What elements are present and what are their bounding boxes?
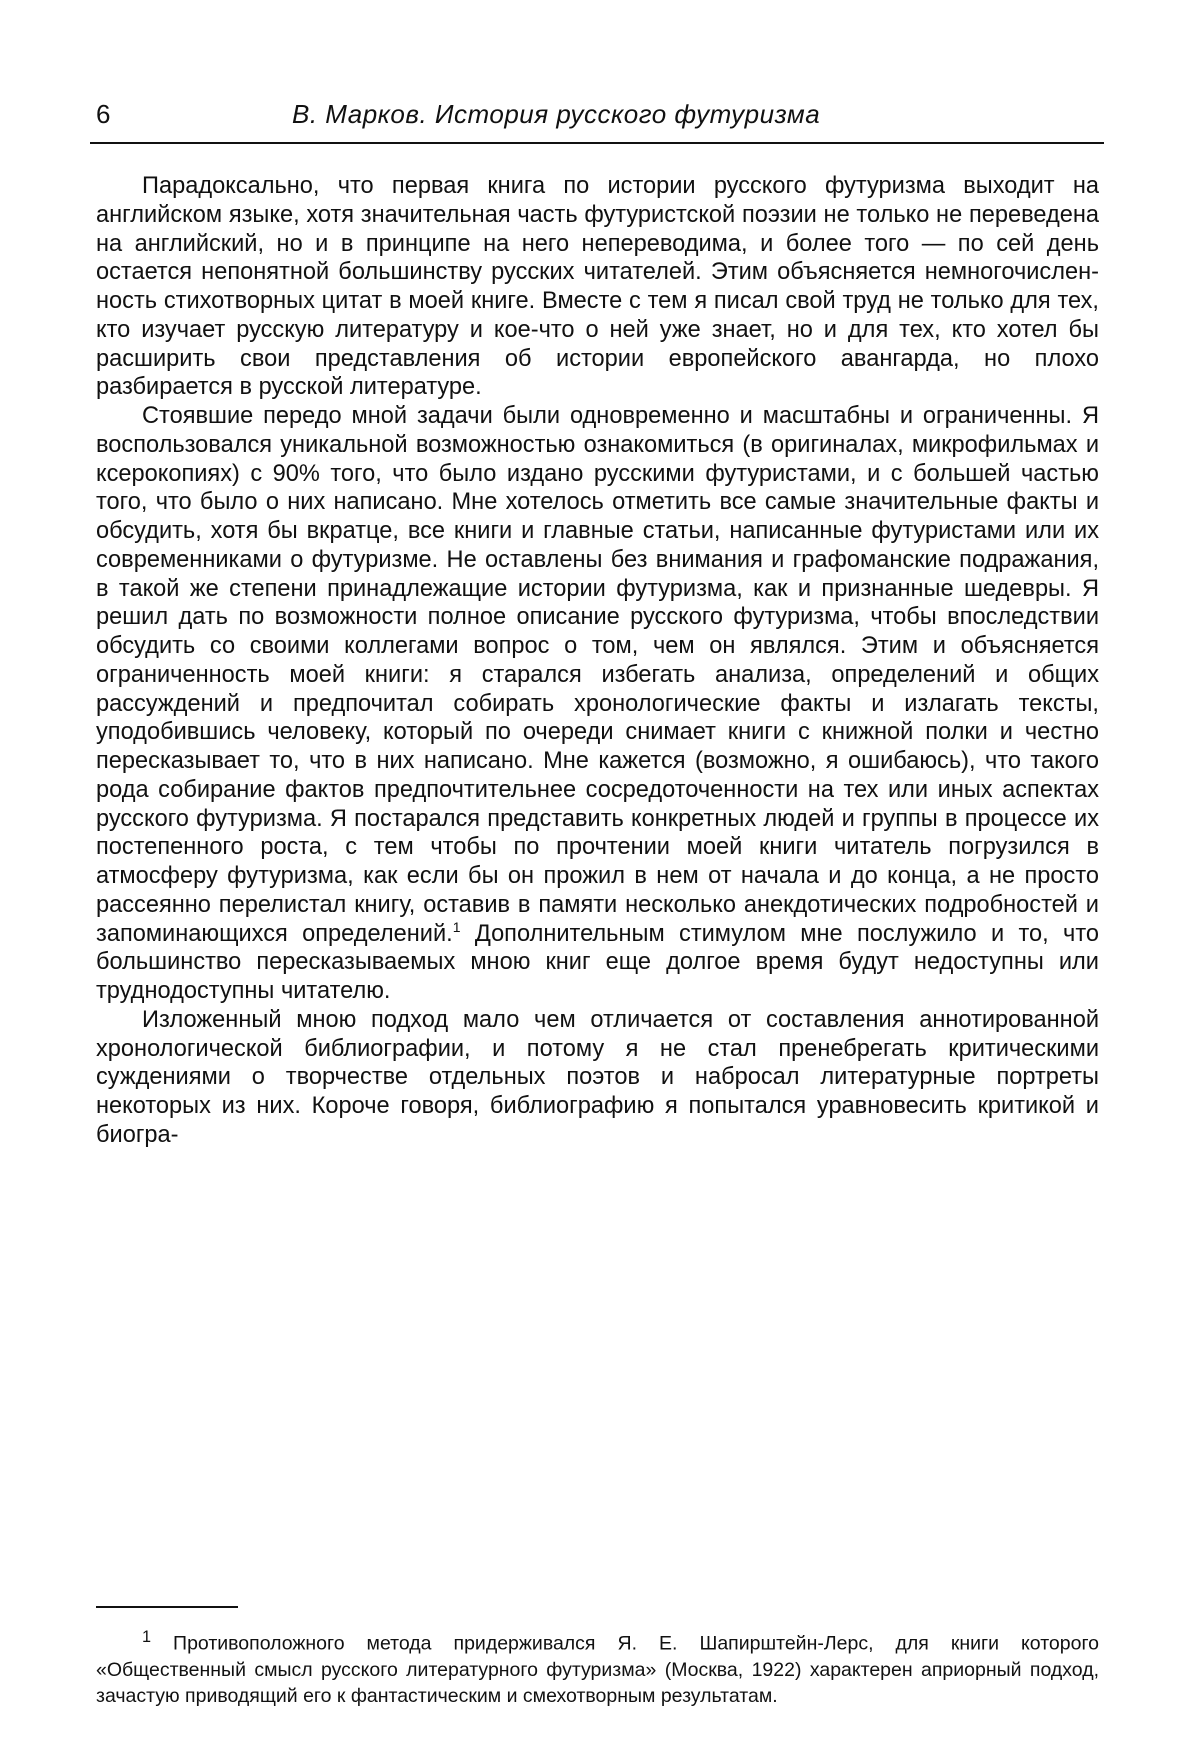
paragraph-3-text: Изложенный мною подход мало чем отличается от составления аннотированной хронологической библиографии, и потому я не стал пренебрегать критическими суждениями о творчестве отдельных поэ­тов и набросал литературные портреты некоторых из них. Короче говоря, библиографию я попытался уравновесить критикой и биогра- — [96, 1007, 1099, 1148]
paragraph-2-text-continued: Дополнительным стимулом мне по­служило и то, что большинство пересказываемых мною книг еще долгое время будут недоступны или труднодоступны читателю. — [96, 921, 1099, 1005]
footnote-divider — [96, 1606, 238, 1608]
paragraph-1-text: Парадоксально, что первая книга по истории русского футуризма выходит на английском языке, хотя значительная часть футуристской поэзии не только не переведена на английский, но и в принципе на него непереводима, и более того — по сей день остается непонятной большинству русских читателей. Этим объясняется немногочислен­ность стихотворных цитат в моей книге. Вместе с тем я писал свой труд не только для тех, кто изучает русскую литературу и кое-что о ней уже знает, но и для тех, кто хотел бы расширить свои представ­ления об истории европейского авангарда, но плохо разбирается в русской литературе. — [96, 173, 1099, 400]
footnote-text: Противоположного метода придерживался Я. Е. Шапирштейн-Лерс, для книги которого «Общественный смысл русского литературного футуризма» (Москва, 1922) характерен априорный подход, зачастую приводящий его к фантастическим и смехотворным результатам. — [96, 1633, 1099, 1707]
footnote-reference[interactable]: 1 — [453, 919, 461, 935]
paragraph-2-text: Стоявшие передо мной задачи были одновременно и масштабны и ограниченны. Я воспользовался уникальной возможностью ознако­миться (в оригиналах, микрофильмах и ксерокопиях) с 90% того, что было издано русскими футуристами, и с большей частью того, что было о них написано. Мне хотелось отметить все самые значительные факты и обсудить, хотя бы вкратце, все книги и главные статьи, написанные футуристами или их современниками о футуризме. Не оставлены без внимания и графоманские подражания, в такой же степени принадлежащие истории футуризма, как и признанные ше­девры. Я решил дать по возможности полное описание русского футуризма, чтобы впоследствии обсудить со своими коллегами во­прос о том, чем он являлся. Этим и объясняется ограниченность моей книги: я старался избегать анализа, определений и общих рассужде­ний и предпочитал собирать хронологические факты и излагать текс­ты, уподобившись человеку, который по очереди снимает книги с книжной полки и честно пересказывает то, что в них написано. Мне кажется (возможно, я ошибаюсь), что такого рода собирание фактов предпочтительнее сосредоточенности на тех или иных аспектах рус­ского футуризма. Я постарался представить конкретных людей и груп­пы в процессе их постепенного роста, с тем чтобы по прочтении моей книги читатель погрузился в атмосферу футуризма, как если бы он прожил в нем от начала и до конца, а не просто рассеянно перелис­тал книгу, оставив в памяти несколько анекдотических подробностей и запоминающихся определений. — [96, 403, 1099, 947]
footnote-paragraph — [96, 1624, 1099, 1709]
page-number: 6 — [96, 96, 110, 132]
page-header — [90, 96, 1104, 144]
paragraph-1 — [96, 172, 1099, 402]
running-title: В. Марков. История русского футуризма — [292, 96, 820, 132]
paragraph-2 — [96, 402, 1099, 1006]
footnote-marker: 1 — [142, 1628, 151, 1646]
body-text — [96, 172, 1099, 1150]
paragraph-3 — [96, 1006, 1099, 1150]
book-page — [0, 0, 1200, 1754]
footnote — [96, 1624, 1099, 1709]
